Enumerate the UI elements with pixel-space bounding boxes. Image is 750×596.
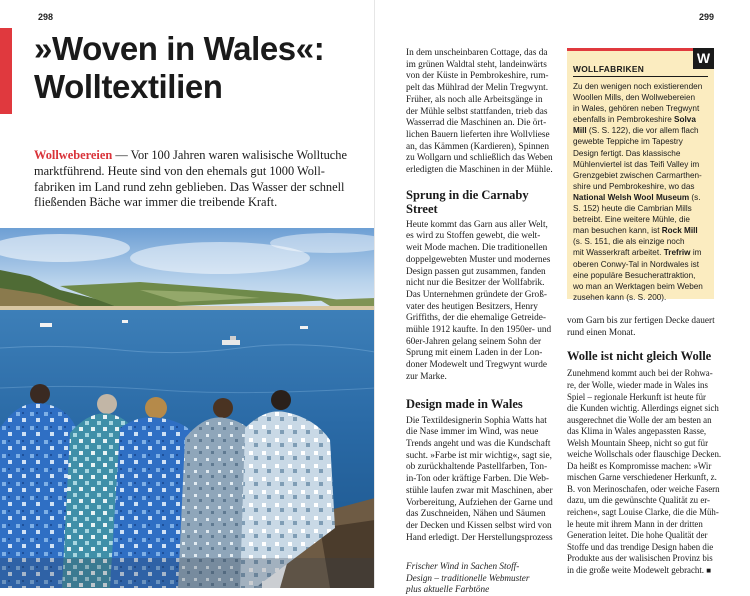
caption-line: Design – traditionelle Webmuster <box>406 572 530 583</box>
heading-line: Street <box>406 201 438 216</box>
coast-blankets-photo <box>0 228 375 588</box>
sidebar-top-rule <box>567 48 714 51</box>
text-line: 60er-Jahren gelang seinem Sohn der <box>406 336 542 347</box>
caption-line: Frischer Wind in Sachen Stoff- <box>406 561 520 572</box>
page-number-right: 299 <box>698 12 714 22</box>
wollfabriken-sidebar <box>567 48 714 302</box>
right-page <box>375 0 750 595</box>
text-line: Hand erledigt. Der Herstellungsprozess <box>406 532 553 543</box>
text-line: Das Unternehmen gründete der Groß- <box>406 289 547 300</box>
text-line: das Zuschneiden, Nähen und Säumen <box>406 509 546 520</box>
design-paragraph <box>406 416 563 545</box>
text-line: Früher, als noch alle Arbeitsgänge in <box>406 94 543 105</box>
text-column-2 <box>567 316 722 576</box>
text-line: Vorbereitung, Aufziehen der Garne und <box>406 497 553 508</box>
text-line: pelt das Mühlrad der Melin Tregwynt. <box>406 83 549 94</box>
photo-caption <box>406 561 563 595</box>
text-line: Die Textildesignerin Sophia Watts hat <box>406 415 547 426</box>
section-heading-carnaby <box>406 188 563 216</box>
left-page <box>0 0 375 588</box>
text-line: Wasserrad die Maschinen an. Die ört- <box>406 118 547 129</box>
end-mark-icon: ■ <box>706 565 712 575</box>
text-line: der Decken und Kissen selbst wird von <box>406 520 552 531</box>
text-line: mühle 1912 kaufte. In den 1950er- und <box>406 325 552 336</box>
section-heading-wolle: Wolle ist nicht gleich Wolle <box>567 349 712 364</box>
text-line: Design passen gut zusammen, fanden <box>406 266 546 277</box>
text-line: le heute mit ihrem Mann in der dritten <box>567 518 703 529</box>
text-line: Griffiths, der die ehemalige Getreide- <box>406 313 546 324</box>
text-line: Spiel – regionale Herkunft ist heute für <box>567 391 707 402</box>
text-line: das Klima in Wales angepassten Rasse, <box>567 426 707 437</box>
article-title <box>34 30 369 106</box>
text-line: die Nase immer im Wind, was neue <box>406 427 539 438</box>
heading-line: Sprung in die Carnaby <box>406 187 529 202</box>
lead-line-1: — Vor 100 Jahren waren walisische Wolltuche <box>112 148 347 162</box>
text-line: Stoffe und das trendige Design haben die <box>567 541 714 552</box>
text-line: in-Ton oder kräftige Farben. Die Web- <box>406 474 549 485</box>
text-line: dazu, um die gewünschte Qualität zu er- <box>567 495 711 506</box>
sidebar-divider <box>573 76 708 77</box>
text-line: re, der Wolle, wieder made in Wales ins <box>567 379 708 390</box>
continuation-paragraph <box>567 316 717 339</box>
title-line-2: Wolltextilien <box>34 68 223 105</box>
text-line: Trends angeht und was die Kundschaft <box>406 438 551 449</box>
text-line: nicht nur die Besitzer der Wollfabrik. <box>406 278 545 289</box>
lead-highlight: Wollwebereien <box>34 148 113 162</box>
text-line: an, das Kämmen (Kardieren), Spinnen <box>406 141 550 152</box>
w-badge-icon: W <box>693 48 714 69</box>
text-line: Generation leitet. Die hohe Qualität der <box>567 530 708 541</box>
caption-line: plus aktuelle Farbtöne <box>406 584 490 595</box>
text-line: Da heißt es Kompromisse machen: »Wir <box>567 460 712 471</box>
lead-line-2: marktführend. Heute sind von den ehemals gut 1000 Woll- <box>34 163 325 178</box>
lead-line-4: fließenden Bäche war immer die treibende Kraft. <box>34 195 278 210</box>
lead-line-3: fabriken im Land rund zehn geblieben. Das Wasser der schnell <box>34 179 345 194</box>
text-line: sucht. »Farbe ist mir wichtig«, sagt sie, <box>406 450 552 461</box>
text-line: B. von Merinoschafen, oder weiche Fasern <box>567 483 720 494</box>
wolle-paragraph <box>567 368 722 576</box>
text-line: lichen Bauern lieferten ihre Wollvliese <box>406 129 550 140</box>
text-line: erledigten die Maschinen in der Mühle. <box>406 165 553 176</box>
page-number-left: 298 <box>38 12 54 22</box>
text-line: es wird zu Stoffen gewebt, die welt- <box>406 231 541 242</box>
text-line: ob zurückhaltende Pastellfarben, Ton- <box>406 462 548 473</box>
text-line: vater des heutigen Besitzers, Henry <box>406 301 538 312</box>
text-line: Welsh Mountain Sheep, nicht so gut für <box>567 437 709 448</box>
text-line: von der Küste in Pembrokeshire, rum- <box>406 71 549 82</box>
text-line: reichen«, sagt Louise Clarke, die die Müh- <box>567 506 719 517</box>
text-line: stühle laufen zwar mit Maschinen, aber <box>406 485 553 496</box>
text-line: Zunehmend kommt auch bei der Rohwa- <box>567 368 713 379</box>
text-line: ausgerechnet die Wolle der am besten an <box>567 414 712 425</box>
title-line-1: »Woven in Wales«: <box>34 30 325 67</box>
text-line: In dem unscheinbaren Cottage, das da <box>406 48 548 58</box>
text-line: zu Wollgarn und schließlich das Weben <box>406 153 553 164</box>
text-line: Heute kommt das Garn aus aller Welt, <box>406 219 548 230</box>
accent-bar <box>0 28 12 114</box>
intro-paragraph <box>406 48 563 177</box>
text-column-1 <box>406 48 563 596</box>
text-line: in die große weite Modewelt gebracht. <box>567 564 705 575</box>
text-line: zur Marke. <box>406 371 447 382</box>
text-line: rund einen Monat. <box>567 327 636 338</box>
text-line: im grünen Waldtal steht, landeinwärts <box>406 59 547 70</box>
sidebar-text: Zu den wenigen noch existierenden Woollen Mills, den Wollwebereien in Wales, gehören neben Tregwynt ebenfalls in Pembrokeshire Solva Mill (S. S. 122), die vor allem flach gewebte Teppiche im Tapestry Design fertigt. Das klassische Mühlenviertel ist das Teifi Valley im Grenzgebiet zwischen Carmarthen- shire und Pembrokeshire, wo das National Welsh Wool Museum (s. S. 152) heute die Cambrian Mills betreibt. Eine weitere Mühle, die man besuchen kann, ist Rock Mill (s. S. 151, die als einzige noch mit Wasserkraft arbeitet. Trefriw im oberen Conwy-Tal in Nordwales ist eine populäre Besucherattraktion, wo man an Werktagen beim Weben zusehen kann (s. S. 200). <box>573 82 703 302</box>
text-line: mischen Garne verschiedener Herkunft, z. <box>567 472 717 483</box>
section-heading-design: Design made in Wales <box>406 396 523 411</box>
text-line: Sprung mit einem Laden in der Lon- <box>406 348 543 359</box>
text-line: Produkte aus der walisischen Provinz bis <box>567 553 713 564</box>
text-line: vom Garn bis zur fertigen Decke dauert <box>567 316 715 326</box>
text-line: die Kunden wichtig. Allerdings eignet sich <box>567 403 719 414</box>
text-line: der Mühle selbst stattfanden, trieb das <box>406 106 548 117</box>
text-line: weit Mode machen. Die traditionellen <box>406 243 548 254</box>
text-line: doppelgewebten Muster und modernes <box>406 254 551 265</box>
lead-paragraph <box>34 148 369 211</box>
carnaby-paragraph <box>406 220 563 384</box>
text-line: doner Modewelt und Tregwynt wurde <box>406 360 547 371</box>
text-line: weiche Wollschals oder flauschige Decken. <box>567 449 722 460</box>
sidebar-heading: WOLLFABRIKEN <box>573 64 645 74</box>
